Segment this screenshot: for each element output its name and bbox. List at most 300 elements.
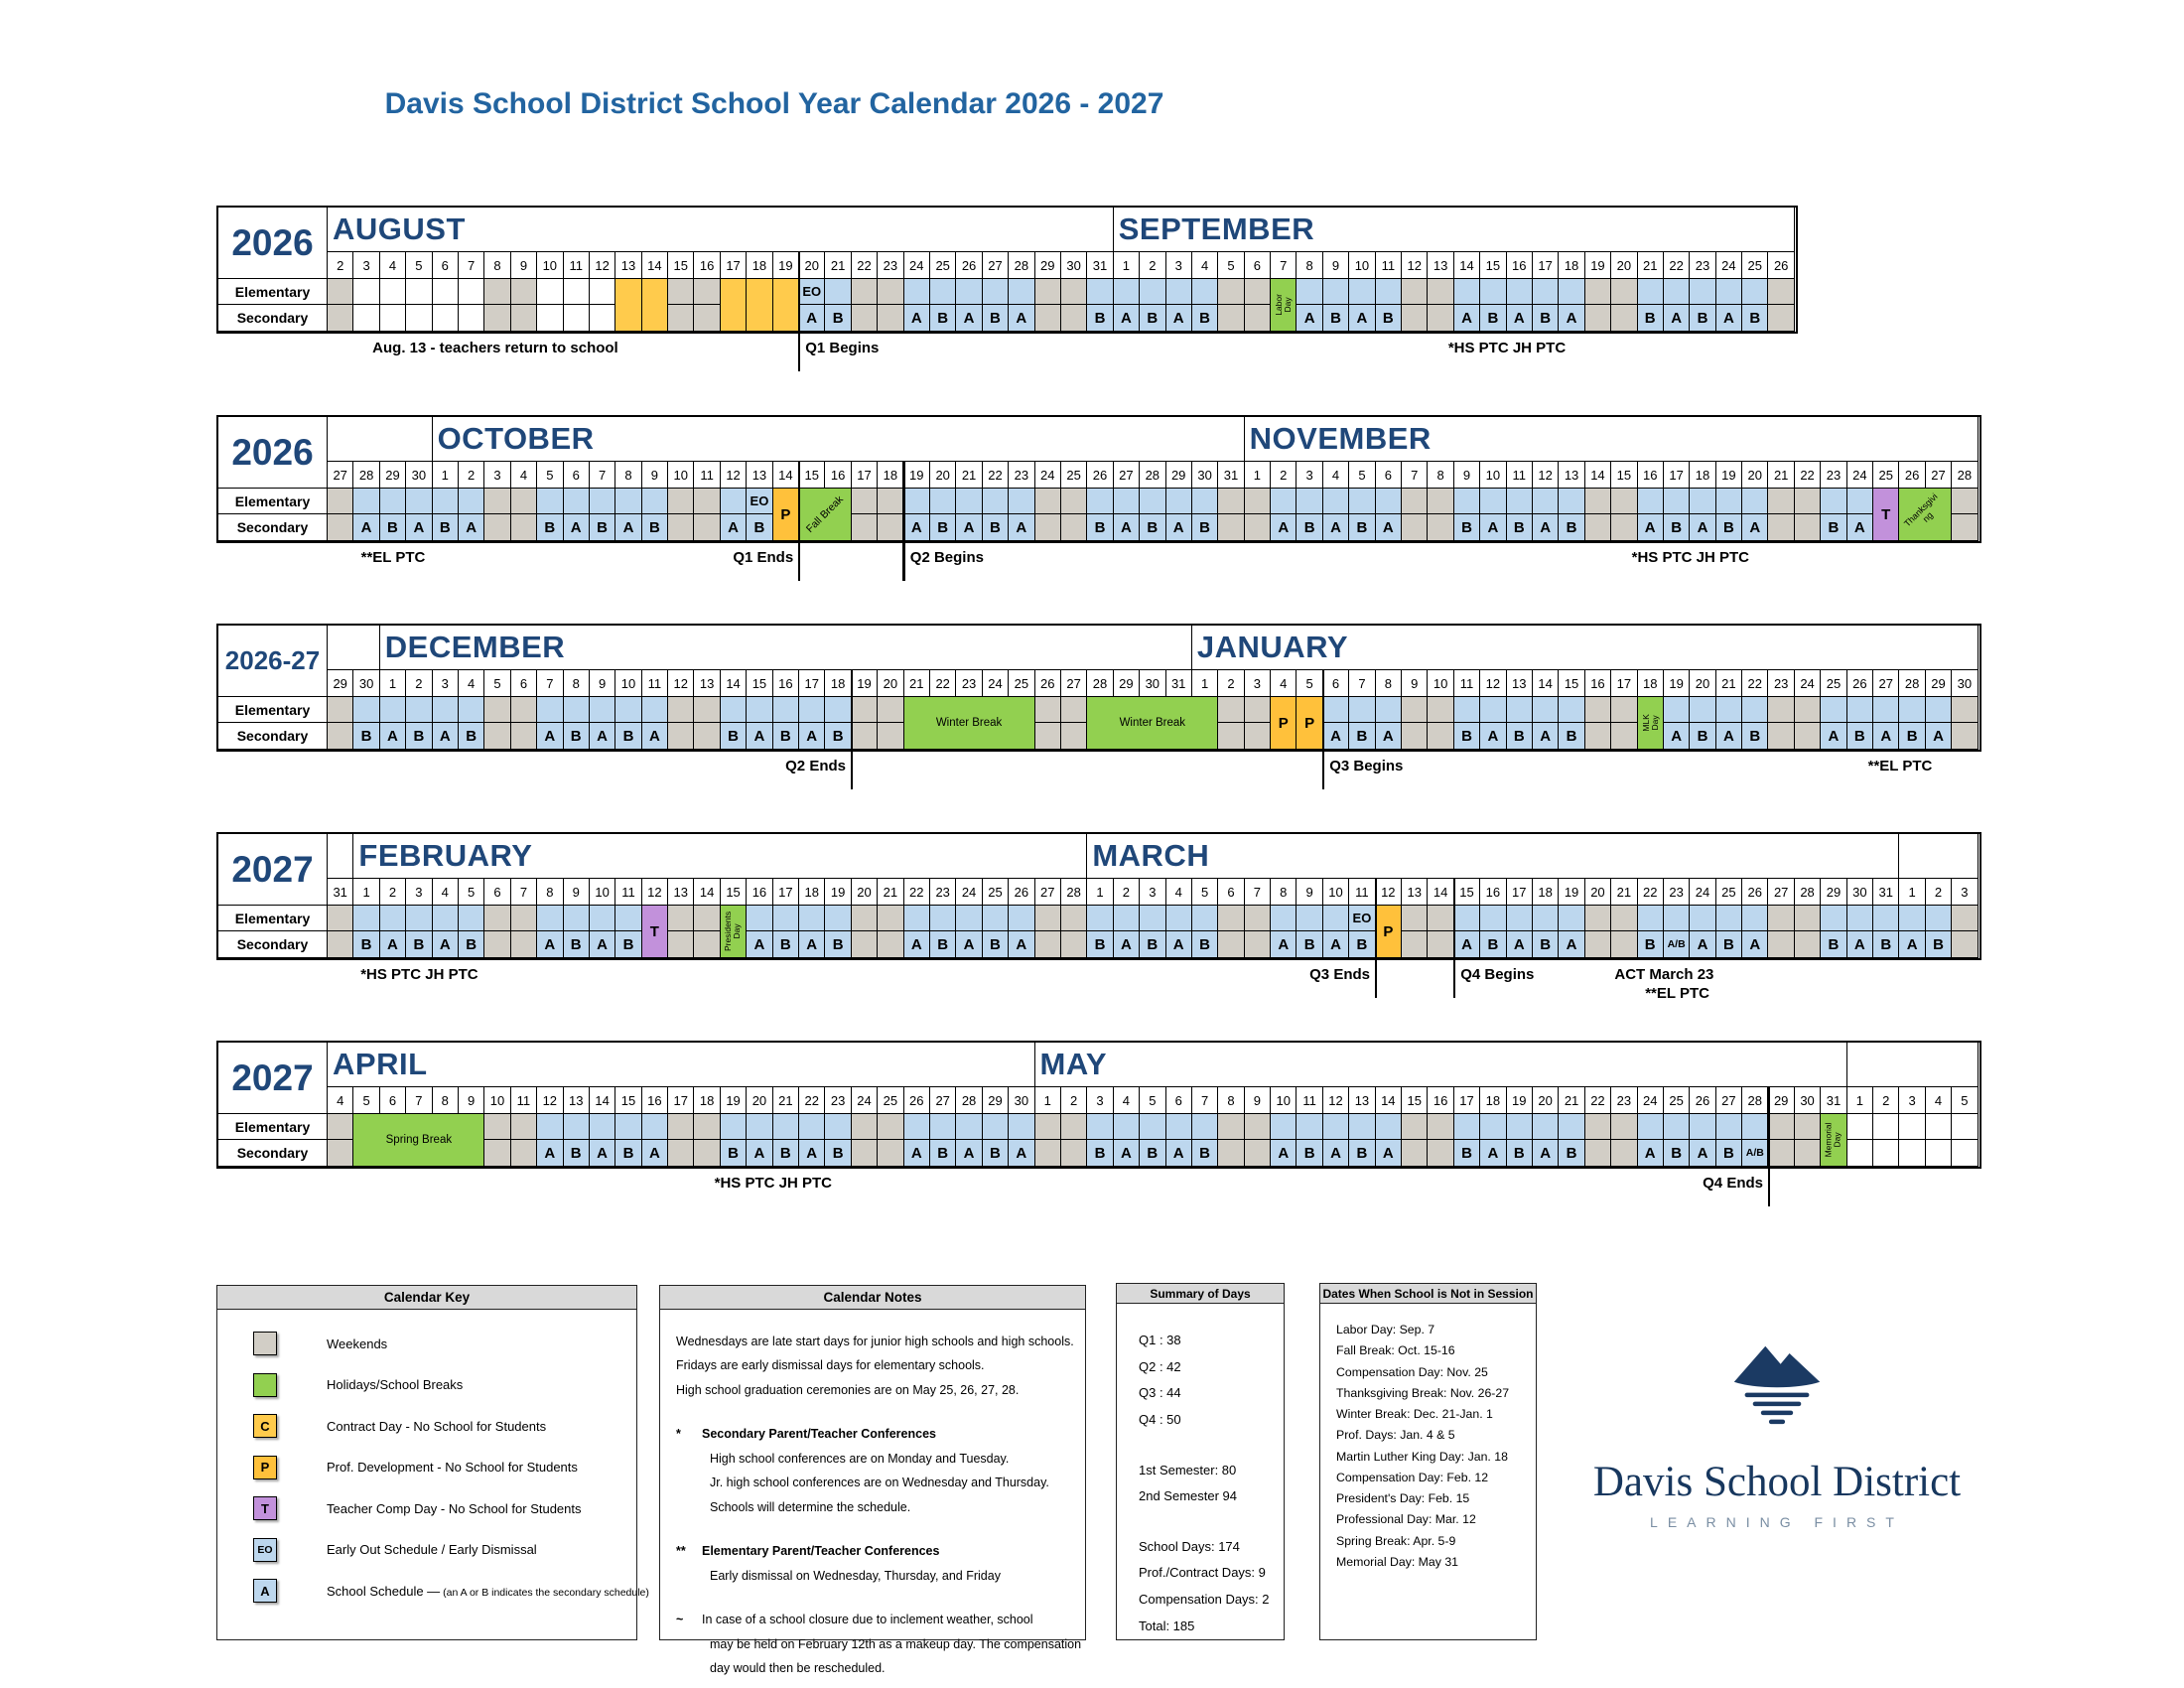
elementary-day-cell [1480, 489, 1506, 514]
date-label: 5 [353, 1087, 379, 1114]
date-label: 4 [459, 670, 484, 697]
elementary-day-cell [1664, 279, 1690, 305]
strip-note: *HS PTC JH PTC [714, 1175, 832, 1192]
date-label: 5 [1297, 670, 1322, 697]
weekend-cell [668, 279, 694, 305]
date-label: 26 [1742, 879, 1768, 906]
elementary-day-cell [1742, 906, 1768, 931]
contract-day-cell [773, 279, 799, 332]
date-label: 27 [1873, 670, 1899, 697]
month-header [328, 626, 380, 670]
secondary-day-cell: B [1192, 1140, 1218, 1167]
elementary-day-cell [956, 906, 982, 931]
strip-note: Aug. 13 - teachers return to school [372, 340, 618, 356]
secondary-day-cell: A [642, 723, 668, 750]
weekend-cell [1952, 489, 1978, 514]
secondary-day-cell: A [1533, 514, 1559, 541]
elementary-day-cell [1507, 279, 1533, 305]
weekend-cell [1245, 489, 1271, 514]
calendar-table [216, 1041, 1981, 1169]
quarter-marker-label: Q2 Begins [909, 549, 984, 566]
date-label: 30 [1952, 670, 1978, 697]
month-header [1899, 834, 1978, 879]
date-label: 4 [380, 252, 406, 279]
date-label: 11 [694, 462, 720, 489]
date-label: 13 [1402, 879, 1428, 906]
date-label: 15 [799, 462, 825, 489]
elementary-day-cell [1821, 489, 1846, 514]
weekend-cell [1611, 697, 1637, 723]
no-school-line: President's Day: Feb. 15 [1336, 1491, 1470, 1506]
date-label: 8 [1297, 252, 1322, 279]
weekend-cell [852, 489, 878, 514]
date-label: 5 [1192, 879, 1218, 906]
notes-section-head [676, 1540, 1075, 1564]
secondary-day-cell: B [1507, 723, 1533, 750]
weekend-cell [484, 1114, 510, 1140]
weekend-cell [668, 697, 694, 723]
date-label: 15 [668, 252, 694, 279]
secondary-day-cell: B [1926, 931, 1952, 958]
weekend-cell [694, 305, 720, 332]
weekend-cell [1611, 723, 1637, 750]
empty-cell [1952, 1140, 1978, 1167]
weekend-cell [1218, 279, 1244, 305]
no-school-line: Professional Day: Mar. 12 [1336, 1512, 1476, 1527]
month-header: MARCH [1087, 834, 1899, 879]
date-label: 24 [1035, 462, 1061, 489]
weekend-cell [1061, 697, 1087, 723]
date-label: 10 [590, 879, 615, 906]
elementary-day-cell [956, 279, 982, 305]
date-label: 20 [1611, 252, 1637, 279]
date-label: 17 [1454, 1087, 1480, 1114]
date-label: 27 [1061, 670, 1087, 697]
secondary-day-cell: A [904, 305, 930, 332]
date-label: 15 [721, 879, 747, 906]
weekend-cell [1035, 489, 1061, 514]
elementary-day-cell [433, 906, 459, 931]
weekend-cell [1768, 723, 1794, 750]
date-label: 4 [1114, 1087, 1140, 1114]
date-label: 10 [1349, 252, 1375, 279]
elementary-day-cell [1087, 489, 1113, 514]
weekend-cell [1585, 931, 1611, 958]
weekend-cell [1795, 906, 1821, 931]
secondary-day-cell: B [1192, 305, 1218, 332]
elementary-day-cell [1376, 279, 1402, 305]
secondary-day-cell: B [1087, 1140, 1113, 1167]
elementary-day-cell [537, 1114, 563, 1140]
secondary-day-cell: B [1349, 514, 1375, 541]
elementary-day-cell [459, 906, 484, 931]
weekend-cell [852, 723, 878, 750]
date-label: 1 [433, 462, 459, 489]
date-label: 7 [1271, 252, 1297, 279]
date-label: 28 [1742, 1087, 1768, 1114]
elementary-day-cell [983, 279, 1009, 305]
date-label: 18 [825, 670, 851, 697]
quarter-marker-line [1768, 1087, 1771, 1206]
elementary-day-cell [747, 697, 772, 723]
weekend-cell [1061, 1114, 1087, 1140]
date-label: 7 [1245, 879, 1271, 906]
secondary-day-cell: B [721, 723, 747, 750]
secondary-day-cell: A [1376, 1140, 1402, 1167]
date-label: 17 [852, 462, 878, 489]
elementary-day-cell [1899, 697, 1925, 723]
secondary-day-cell: A [956, 1140, 982, 1167]
weekend-cell [694, 1140, 720, 1167]
secondary-day-cell: B [1454, 723, 1480, 750]
elementary-day-cell [930, 279, 956, 305]
date-label: 23 [1768, 670, 1794, 697]
weekend-cell [1402, 514, 1428, 541]
date-label: 19 [1507, 1087, 1533, 1114]
date-label: 3 [1899, 1087, 1925, 1114]
date-label: 21 [825, 252, 851, 279]
weekend-cell [1035, 931, 1061, 958]
elementary-day-cell [1271, 489, 1297, 514]
weekend-cell [1585, 489, 1611, 514]
elementary-day-cell [1297, 906, 1322, 931]
empty-cell [590, 279, 615, 305]
elementary-day-cell [1533, 906, 1559, 931]
date-label: 28 [1952, 462, 1978, 489]
row-label: Secondary [218, 931, 328, 958]
date-label: 2 [1271, 462, 1297, 489]
date-label: 14 [1454, 252, 1480, 279]
date-label: 19 [1664, 670, 1690, 697]
date-label: 9 [1402, 670, 1428, 697]
elementary-day-cell [1638, 1114, 1664, 1140]
date-label: 27 [328, 462, 353, 489]
secondary-day-cell: A [1559, 305, 1584, 332]
elementary-day-cell [459, 697, 484, 723]
date-label: 13 [1507, 670, 1533, 697]
elementary-day-cell [564, 489, 590, 514]
elementary-day-cell [1480, 697, 1506, 723]
secondary-day-cell: B [1716, 514, 1742, 541]
elementary-day-cell [1349, 489, 1375, 514]
date-label: 4 [1166, 879, 1192, 906]
elementary-day-cell [773, 906, 799, 931]
date-label: 29 [1035, 252, 1061, 279]
date-label: 22 [799, 1087, 825, 1114]
elementary-day-cell [1847, 489, 1873, 514]
date-label: 10 [668, 462, 694, 489]
secondary-day-cell: A [537, 1140, 563, 1167]
secondary-day-cell: B [642, 514, 668, 541]
weekend-cell [1585, 1114, 1611, 1140]
notes-line: Fridays are early dismissal days for elementary schools. [676, 1358, 985, 1373]
elementary-day-cell [1664, 697, 1690, 723]
secondary-day-cell: A [1480, 723, 1506, 750]
secondary-day-cell: A [1559, 931, 1584, 958]
date-label: 22 [904, 879, 930, 906]
date-label: 29 [328, 670, 353, 697]
secondary-day-cell: B [459, 931, 484, 958]
date-label: 30 [1009, 1087, 1034, 1114]
date-label: 25 [930, 252, 956, 279]
weekend-cell [852, 906, 878, 931]
date-label: 14 [1533, 670, 1559, 697]
secondary-day-cell: B [1349, 723, 1375, 750]
date-label: 28 [1795, 879, 1821, 906]
secondary-day-cell: B [1140, 305, 1165, 332]
date-label: 24 [1847, 462, 1873, 489]
date-label: 25 [1009, 670, 1034, 697]
row-label: Elementary [218, 906, 328, 931]
date-label: 19 [773, 252, 799, 279]
weekend-cell [1245, 305, 1271, 332]
date-label: 17 [1533, 252, 1559, 279]
key-swatch: C [253, 1414, 277, 1438]
elementary-day-cell [1559, 1114, 1584, 1140]
elementary-day-cell [1664, 906, 1690, 931]
elementary-day-cell [904, 489, 930, 514]
row-label: Secondary [218, 514, 328, 541]
date-label: 5 [1218, 252, 1244, 279]
elementary-day-cell [380, 697, 406, 723]
date-label: 18 [1480, 1087, 1506, 1114]
weekend-cell [1428, 906, 1453, 931]
elementary-day-cell [904, 906, 930, 931]
elementary-day-cell [1349, 279, 1375, 305]
row-label: Elementary [218, 1114, 328, 1140]
date-label: 26 [904, 1087, 930, 1114]
date-label: 31 [1218, 462, 1244, 489]
elementary-day-cell [1454, 1114, 1480, 1140]
date-label: 13 [1559, 462, 1584, 489]
secondary-day-cell: B [406, 723, 432, 750]
row-label: Elementary [218, 489, 328, 514]
elementary-day-cell [799, 697, 825, 723]
empty-cell [380, 279, 406, 305]
date-label: 18 [1690, 462, 1715, 489]
date-label: 28 [1140, 462, 1165, 489]
elementary-day-cell [590, 697, 615, 723]
date-label: 6 [511, 670, 537, 697]
secondary-day-cell: B [1323, 305, 1349, 332]
date-label: 15 [1611, 462, 1637, 489]
date-label: 7 [406, 1087, 432, 1114]
weekend-cell [694, 906, 720, 931]
elementary-day-cell: EO [1349, 906, 1375, 931]
date-label: 21 [1768, 462, 1794, 489]
date-label: 22 [1664, 252, 1690, 279]
quarter-marker-line [902, 462, 905, 581]
weekend-cell [1218, 514, 1244, 541]
secondary-day-cell: A [1690, 514, 1715, 541]
elementary-day-cell [433, 489, 459, 514]
weekend-cell [878, 514, 903, 541]
weekend-cell [1585, 279, 1611, 305]
secondary-day-cell: A [1376, 723, 1402, 750]
secondary-day-cell: B [459, 723, 484, 750]
elementary-day-cell [1716, 489, 1742, 514]
elementary-day-cell [1166, 906, 1192, 931]
strip-note: *HS PTC JH PTC [1631, 549, 1749, 566]
elementary-day-cell: EO [747, 489, 772, 514]
secondary-day-cell: A/B [1742, 1140, 1768, 1167]
secondary-day-cell: A [1323, 1140, 1349, 1167]
holiday-break-cell: Winter Break [1087, 697, 1218, 750]
elementary-day-cell [1480, 279, 1506, 305]
secondary-day-cell: A [721, 514, 747, 541]
elementary-day-cell [1847, 697, 1873, 723]
notes-section-title: Elementary Parent/Teacher Conferences [702, 1544, 940, 1558]
elementary-day-cell [721, 697, 747, 723]
elementary-day-cell [721, 489, 747, 514]
elementary-day-cell: EO [799, 279, 825, 305]
weekend-cell [1952, 697, 1978, 723]
elementary-day-cell [825, 906, 851, 931]
empty-cell [1873, 1114, 1899, 1140]
date-label: 9 [511, 252, 537, 279]
weekend-cell [694, 279, 720, 305]
empty-cell [564, 305, 590, 332]
date-label: 1 [1847, 1087, 1873, 1114]
key-item-label: Teacher Comp Day - No School for Students [327, 1500, 582, 1516]
weekend-cell [1402, 931, 1428, 958]
key-item-label: Early Out Schedule / Early Dismissal [327, 1542, 537, 1557]
date-label: 26 [1768, 252, 1794, 279]
date-label: 6 [564, 462, 590, 489]
contract-day-cell [615, 279, 641, 332]
weekend-cell [852, 931, 878, 958]
date-label: 30 [1847, 879, 1873, 906]
date-label: 9 [642, 462, 668, 489]
weekend-cell [1245, 1140, 1271, 1167]
secondary-day-cell: A [1664, 723, 1690, 750]
secondary-day-cell: A [1166, 514, 1192, 541]
weekend-cell [1061, 906, 1087, 931]
quarter-marker-line [1375, 879, 1378, 998]
date-label: 23 [878, 252, 903, 279]
secondary-day-cell: B [1847, 723, 1873, 750]
secondary-day-cell: B [353, 723, 379, 750]
secondary-day-cell: B [1638, 931, 1664, 958]
date-label: 5 [459, 879, 484, 906]
date-label: 15 [1480, 252, 1506, 279]
elementary-day-cell [1166, 489, 1192, 514]
elementary-day-cell [1559, 697, 1584, 723]
weekend-cell [511, 305, 537, 332]
secondary-day-cell: B [1899, 723, 1925, 750]
elementary-day-cell [747, 906, 772, 931]
secondary-day-cell: B [825, 305, 851, 332]
secondary-day-cell: B [983, 305, 1009, 332]
date-label: 20 [1742, 462, 1768, 489]
date-label: 1 [1035, 1087, 1061, 1114]
quarter-marker-label: Q4 Ends [1703, 1175, 1763, 1192]
holiday-cell: Labor Day [1271, 279, 1297, 332]
secondary-day-cell: A [1847, 931, 1873, 958]
key-item [253, 1496, 636, 1520]
date-label: 28 [353, 462, 379, 489]
date-label: 7 [537, 670, 563, 697]
secondary-day-cell: B [1349, 1140, 1375, 1167]
weekend-cell [511, 279, 537, 305]
key-item-label: Holidays/School Breaks [327, 1377, 464, 1392]
weekend-cell [1795, 514, 1821, 541]
notes-section-head [676, 1423, 1075, 1447]
no-school-title: Dates When School is Not in Session [1320, 1284, 1536, 1304]
secondary-day-cell: B [1140, 1140, 1165, 1167]
elementary-day-cell [1507, 906, 1533, 931]
date-label: 6 [433, 252, 459, 279]
secondary-day-cell: B [433, 514, 459, 541]
elementary-day-cell [1926, 697, 1952, 723]
elementary-day-cell [459, 489, 484, 514]
weekend-cell [1585, 723, 1611, 750]
secondary-day-cell: A [1690, 931, 1715, 958]
elementary-day-cell [1742, 697, 1768, 723]
weekend-cell [328, 514, 353, 541]
elementary-day-cell [1376, 489, 1402, 514]
date-label: 6 [1376, 462, 1402, 489]
strip-note: **EL PTC [1867, 758, 1933, 774]
weekend-cell [1952, 906, 1978, 931]
date-label: 31 [1166, 670, 1192, 697]
key-swatch [253, 1332, 277, 1355]
notes-section [676, 1330, 1075, 1402]
elementary-day-cell [1873, 906, 1899, 931]
weekend-cell [1218, 1114, 1244, 1140]
notes-line: Schools will determine the schedule. [710, 1499, 911, 1514]
elementary-day-cell [1716, 906, 1742, 931]
weekend-cell [694, 489, 720, 514]
date-label: 2 [1061, 1087, 1087, 1114]
empty-cell [537, 279, 563, 305]
date-label: 6 [1218, 879, 1244, 906]
weekend-cell [1402, 305, 1428, 332]
secondary-day-cell: B [1559, 514, 1584, 541]
weekend-cell [1952, 723, 1978, 750]
month-header: DECEMBER [380, 626, 1192, 670]
weekend-cell [1218, 697, 1244, 723]
date-label: 6 [1323, 670, 1349, 697]
key-item [253, 1579, 649, 1603]
secondary-day-cell: A [1009, 514, 1034, 541]
weekend-cell [328, 1140, 353, 1167]
weekend-cell [1611, 279, 1637, 305]
secondary-day-cell: B [1507, 1140, 1533, 1167]
date-label: 3 [1952, 879, 1978, 906]
elementary-day-cell [930, 906, 956, 931]
elementary-day-cell [1742, 489, 1768, 514]
secondary-day-cell: B [1821, 931, 1846, 958]
secondary-day-cell: A/B [1664, 931, 1690, 958]
date-label: 25 [983, 879, 1009, 906]
date-label: 3 [1087, 1087, 1113, 1114]
elementary-day-cell [773, 697, 799, 723]
date-label: 16 [747, 879, 772, 906]
elementary-day-cell [1926, 906, 1952, 931]
notes-section-marker: * [676, 1427, 681, 1442]
date-label: 17 [668, 1087, 694, 1114]
date-label: 29 [380, 462, 406, 489]
secondary-day-cell: A [1821, 723, 1846, 750]
date-label: 29 [1114, 670, 1140, 697]
date-label: 26 [956, 252, 982, 279]
secondary-day-cell: B [1559, 1140, 1584, 1167]
strip-note: **EL PTC [1645, 985, 1709, 1002]
weekend-cell [1585, 906, 1611, 931]
row-label: Secondary [218, 1140, 328, 1167]
date-label: 3 [1140, 879, 1165, 906]
